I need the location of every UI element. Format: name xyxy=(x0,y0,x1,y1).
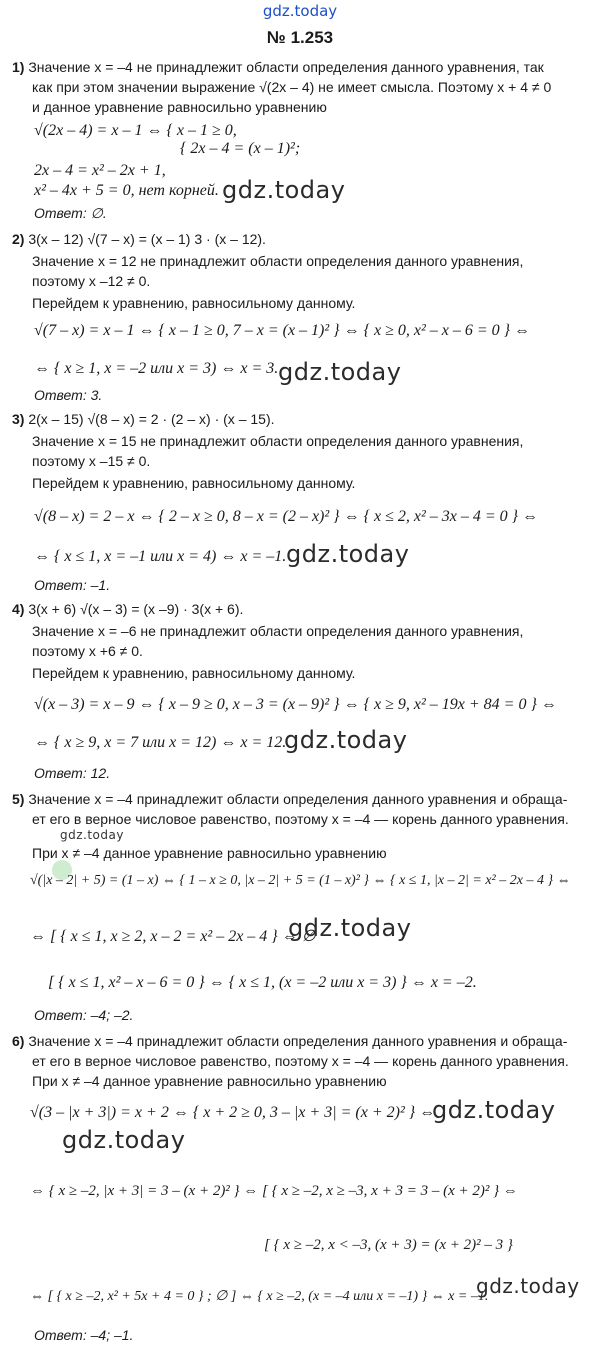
math-line: ⇔ { x ≤ 1, x = –1 или x = 4) ⇔ x = –1. xyxy=(34,548,287,565)
part-number: 1) xyxy=(12,59,25,75)
text-line: поэтому x –12 ≠ 0. xyxy=(32,273,151,289)
part-3 xyxy=(12,410,275,428)
answer: Ответ: 3. xyxy=(34,387,103,403)
text-line: При x ≠ –4 данное уравнение равносильно уравнению xyxy=(32,845,387,861)
math-line: ⇔ [ { x ≥ –2, x² + 5x + 4 = 0 } ; ∅ ] ⇔ { x ≥ –2, (x = –4 или x = –1) } ⇔ x = –1. xyxy=(30,1289,489,1304)
math-line: { 2x – 4 = (x – 1)²; xyxy=(180,140,301,157)
text-line: При x ≠ –4 данное уравнение равносильно уравнению xyxy=(32,1073,387,1089)
watermark: gdz.today xyxy=(222,176,346,204)
equation: 3(x – 12) √(7 – x) = (x – 1) 3 · (x – 12). xyxy=(28,231,266,247)
text-line: Перейдем к уравнению, равносильному данному. xyxy=(32,295,356,311)
text-line: Перейдем к уравнению, равносильному данному. xyxy=(32,475,356,491)
answer: Ответ: ∅. xyxy=(34,205,107,221)
text-line: ет его в верное числовое равенство, поэтому x = –4 — корень данного уравнения. xyxy=(32,1053,569,1069)
answer: Ответ: –4; –1. xyxy=(34,1327,134,1343)
text-line: Значение x = –6 не принадлежит области определения данного уравнения, xyxy=(32,623,524,639)
answer: Ответ: –4; –2. xyxy=(34,1007,134,1023)
part-6 xyxy=(12,1032,567,1050)
answer: Ответ: –1. xyxy=(34,577,111,593)
part-number: 6) xyxy=(12,1033,25,1049)
text-line: ет его в верное числовое равенство, поэтому x = –4 — корень данного уравнения. xyxy=(32,811,569,827)
text-line: Значение x = 12 не принадлежит области определения данного уравнения, xyxy=(32,253,524,269)
math-line: x² – 4x + 5 = 0, нет корней. xyxy=(34,182,219,199)
part-number: 5) xyxy=(12,791,25,807)
math-line: √(|x – 2| + 5) = (1 – x) ⇔ { 1 – x ≥ 0, |x – 2| + 5 = (1 – x)² } ⇔ { x ≤ 1, |x – 2| = x² – 2x – 4 } ⇔ xyxy=(30,873,571,888)
text-line: Значение x = –4 принадлежит области определения данного уравнения и обраща- xyxy=(28,791,568,807)
math-line: [ { x ≤ 1, x² – x – 6 = 0 } ⇔ { x ≤ 1, (x = –2 или x = 3) } ⇔ x = –2. xyxy=(48,974,477,991)
watermark: gdz.today xyxy=(286,540,410,568)
site-header: gdz.today xyxy=(262,2,338,20)
math-line: ⇔ { x ≥ 9, x = 7 или x = 12) ⇔ x = 12. xyxy=(34,734,287,751)
equation: 3(x + 6) √(x – 3) = (x –9) · 3(x + 6). xyxy=(28,601,244,617)
part-4 xyxy=(12,600,243,618)
math-line: √(2x – 4) = x – 1 ⇔ { x – 1 ≥ 0, xyxy=(34,122,237,139)
part-5 xyxy=(12,790,567,808)
math-line: √(3 – |x + 3|) = x + 2 ⇔ { x + 2 ≥ 0, 3 – |x + 3| = (x + 2)² } ⇔ xyxy=(30,1104,436,1121)
part-2 xyxy=(12,230,266,248)
equation: 2(x – 15) √(8 – x) = 2 · (2 – x) · (x – 15). xyxy=(28,411,275,427)
math-line: [ { x ≥ –2, x < –3, (x + 3) = (x + 2)² – 3 } xyxy=(264,1237,513,1253)
math-line: ⇔ { x ≥ –2, |x + 3| = 3 – (x + 2)² } ⇔ [ { x ≥ –2, x ≥ –3, x + 3 = 3 – (x + 2)² } ⇔ xyxy=(30,1183,518,1199)
text-line: Значение x = –4 принадлежит области определения данного уравнения и обраща- xyxy=(28,1033,568,1049)
watermark-small: gdz.today xyxy=(60,828,124,842)
watermark: gdz.today xyxy=(432,1096,556,1124)
watermark: gdz.today xyxy=(284,726,408,754)
text-line: поэтому x +6 ≠ 0. xyxy=(32,643,143,659)
part-number: 2) xyxy=(12,231,25,247)
text-line: Перейдем к уравнению, равносильному данному. xyxy=(32,665,356,681)
part-number: 3) xyxy=(12,411,25,427)
math-line: ⇔ [ { x ≤ 1, x ≥ 2, x – 2 = x² – 2x – 4 } ⇔ ∅ xyxy=(30,928,316,945)
page-title: № 1.253 xyxy=(266,28,334,47)
math-line: √(x – 3) = x – 9 ⇔ { x – 9 ≥ 0, x – 3 = (x – 9)² } ⇔ { x ≥ 9, x² – 19x + 84 = 0 } ⇔ xyxy=(34,696,557,713)
part-number: 4) xyxy=(12,601,25,617)
watermark: gdz.today xyxy=(278,358,402,386)
watermark: gdz.today xyxy=(288,914,412,942)
watermark: gdz.today xyxy=(62,1126,186,1154)
text-line: как при этом значении выражение √(2x – 4) не имеет смысла. Поэтому x + 4 ≠ 0 xyxy=(32,79,552,95)
answer: Ответ: 12. xyxy=(34,765,111,781)
math-line: √(8 – x) = 2 – x ⇔ { 2 – x ≥ 0, 8 – x = (2 – x)² } ⇔ { x ≤ 2, x² – 3x – 4 = 0 } ⇔ xyxy=(34,508,539,525)
text-line: Значение x = 15 не принадлежит области определения данного уравнения, xyxy=(32,433,524,449)
watermark: gdz.today xyxy=(476,1274,580,1298)
text-line: Значение x = –4 не принадлежит области определения данного уравнения, так xyxy=(28,59,544,75)
part-1 xyxy=(12,58,544,76)
math-line: √(7 – x) = x – 1 ⇔ { x – 1 ≥ 0, 7 – x = (x – 1)² } ⇔ { x ≥ 0, x² – x – 6 = 0 } ⇔ xyxy=(34,322,531,339)
math-line: ⇔ { x ≥ 1, x = –2 или x = 3) ⇔ x = 3. xyxy=(34,360,279,377)
math-line: 2x – 4 = x² – 2x + 1, xyxy=(34,162,166,179)
text-line: поэтому x –15 ≠ 0. xyxy=(32,453,151,469)
text-line: и данное уравнение равносильно уравнению xyxy=(32,99,327,115)
